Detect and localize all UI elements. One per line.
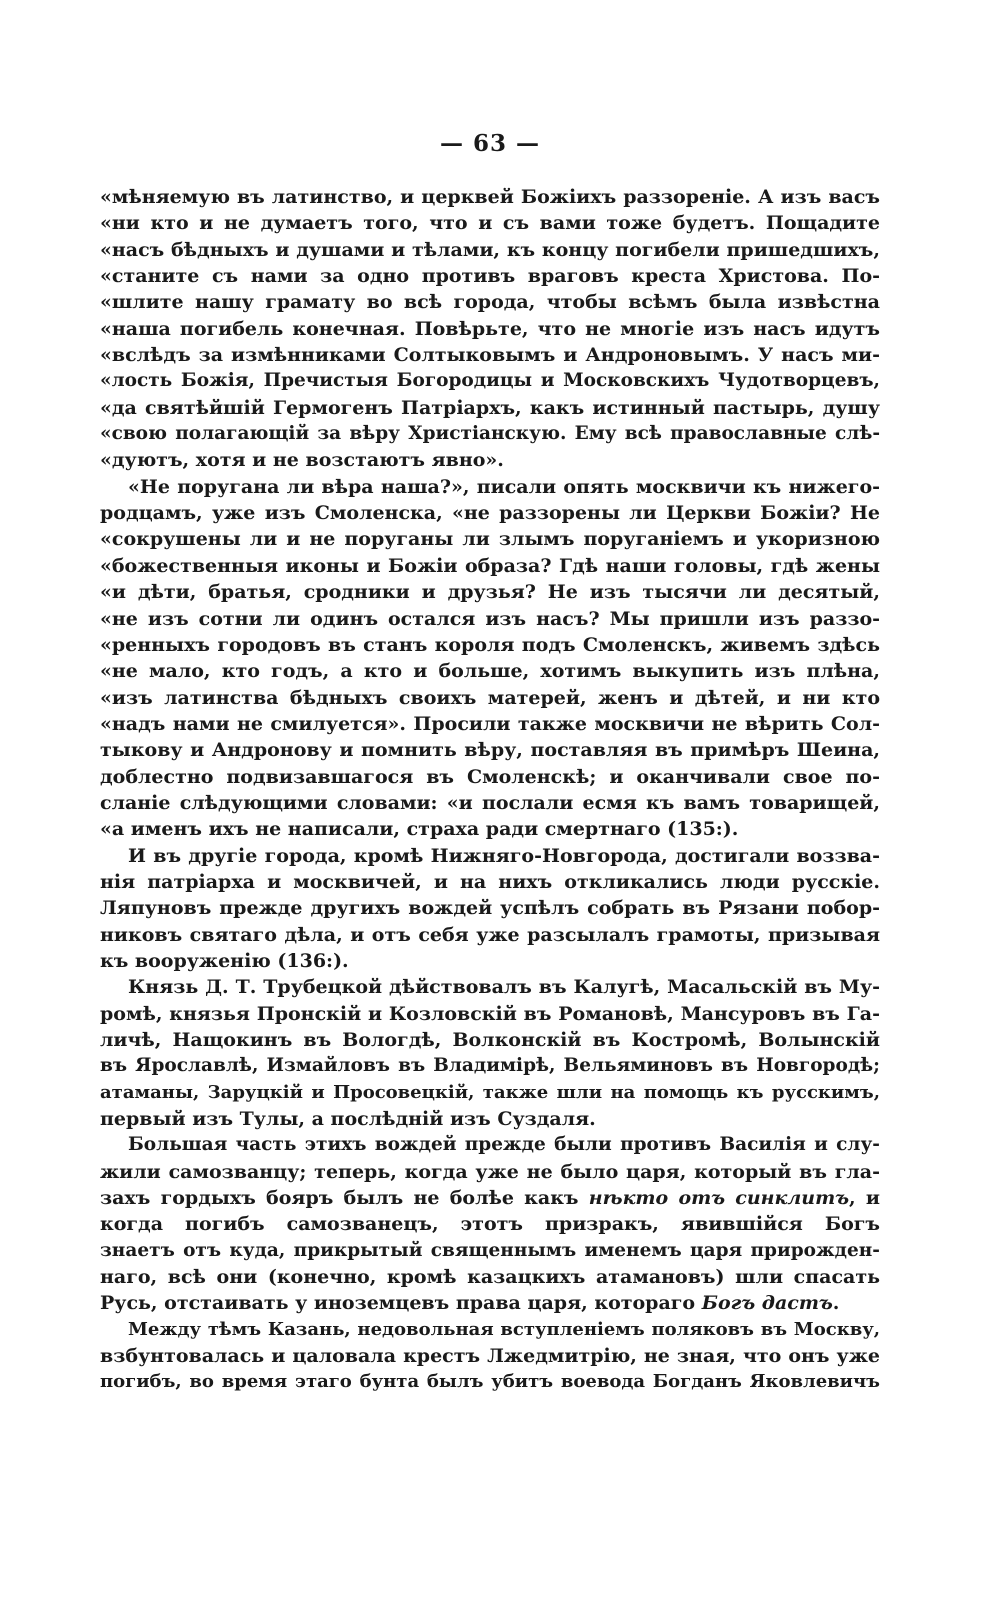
text-line: наго, всѣ они (конечно, кромѣ казацкихъ атамановъ) шли спасать [100, 1266, 880, 1289]
text-line: взбунтовалась и цаловала крестъ Лжедмитрію, не зная, что онъ уже [100, 1345, 880, 1368]
body-text [100, 184, 880, 1396]
text-line: «надъ нами не смилуется». Просили также москвичи не вѣрить Сол- [100, 712, 880, 735]
text-line: «насъ бѣдныхъ и душами и тѣлами, къ концу погибели пришедшихъ, [100, 238, 880, 261]
text-line: ромѣ, князья Пронскій и Козловскій въ Романовѣ, Мансуровъ въ Га- [100, 1002, 880, 1025]
text-line: «вслѣдъ за измѣнниками Солтыковымъ и Андроновымъ. У насъ ми- [100, 344, 880, 367]
text-line: доблестно подвизавшагося въ Смоленскѣ; и оканчивали свое по- [100, 765, 880, 788]
text-line: Ляпуновъ прежде другихъ вождей успѣлъ собрать въ Рязани побор- [100, 897, 880, 920]
text-line: «не изъ сотни ли одинъ остался изъ насъ? Мы пришли изъ раззо- [100, 607, 880, 630]
text-line: сланіе слѣдующими словами: «и послали есмя къ вамъ товарищей, [100, 791, 880, 814]
text-line: «Не поругана ли вѣра наша?», писали опять москвичи къ нижего- [128, 475, 880, 498]
text-line: «божественныя иконы и Божіи образа? Гдѣ наши головы, гдѣ жены [100, 554, 880, 577]
text-line: Князь Д. Т. Трубецкой дѣйствовалъ въ Калугѣ, Масальскій въ Му- [128, 976, 880, 999]
text-line: знаетъ отъ куда, прикрытый священнымъ именемъ царя прирожден- [100, 1239, 880, 1261]
page-number: — 63 — [439, 130, 541, 157]
text-line: «изъ латинства бѣдныхъ своихъ матерей, женъ и дѣтей, и ни кто [100, 686, 880, 709]
text-line: атаманы, Заруцкій и Просовецкій, также шли на помощь къ русскимъ, [100, 1081, 880, 1103]
text-line: «да святѣйшій Гермогенъ Патріархъ, какъ истинный пастырь, душу [100, 396, 880, 419]
text-segment: захъ гордыхъ бояръ былъ не болѣе какъ [100, 1187, 589, 1210]
text-line: Между тѣмъ Казань, недовольная вступленіемъ поляковъ въ Москву, [128, 1318, 880, 1340]
text-line: въ Ярославлѣ, Измайловъ въ Владимірѣ, Вельяминовъ въ Новгородѣ; [100, 1055, 880, 1077]
italic-phrase: Богъ дастъ [701, 1292, 833, 1315]
text-line: «сокрушены ли и не поруганы ли злымъ поруганіемъ и укоризною [100, 528, 880, 551]
text-line: «шлите нашу грамату во всѣ города, чтобы всѣмъ была извѣстна [100, 291, 880, 314]
text-line: родцамъ, уже изъ Смоленска, «не раззорены ли Церкви Божіи? Не [100, 502, 880, 525]
italic-phrase: нѣкто отъ синклитъ [588, 1187, 850, 1210]
book-page [100, 0, 880, 1613]
text-line: погибъ, во время этаго бунта былъ убитъ воевода Богданъ Яковлевичъ [100, 1371, 880, 1393]
text-line: «свою полагающій за вѣру Христіанскую. Ему всѣ православные слѣ- [100, 423, 880, 445]
text-line: первый изъ Тулы, а послѣдній изъ Суздаля. [100, 1108, 596, 1131]
text-line: «ни кто и не думаетъ того, что и съ вами тоже будетъ. Пощадите [100, 212, 880, 235]
text-line: нія патріарха и москвичей, и на нихъ откликались люди русскіе. [100, 870, 880, 893]
text-line: «ренныхъ городовъ въ станъ короля подъ Смоленскъ, живемъ здѣсь [100, 633, 880, 656]
text-line: И въ другіе города, кромѣ Нижняго-Новгорода, достигали воззва- [128, 844, 880, 867]
text-line: когда погибъ самозванецъ, этотъ призракъ, явившійся Богъ [100, 1213, 880, 1236]
text-line: «а именъ ихъ не написали, страха ради смертнаго (135:). [100, 818, 739, 841]
text-line [100, 1185, 880, 1211]
text-line: тыкову и Андронову и помнить вѣру, поставляя въ примѣръ Шеина, [100, 739, 880, 762]
text-line [100, 1290, 880, 1316]
text-segment: . [832, 1292, 840, 1315]
text-line: никовъ святаго дѣла, и отъ себя уже разсылалъ грамоты, призывая [100, 923, 880, 946]
text-line: жили самозванцу; теперь, когда уже не было царя, который въ гла- [100, 1160, 880, 1183]
text-line: «не мало, кто годъ, а кто и больше, хотимъ выкупить изъ плѣна, [100, 660, 880, 683]
text-line: «станите съ нами за одно противъ враговъ креста Христова. По- [100, 265, 880, 288]
text-line: личѣ, Нащокинъ въ Вологдѣ, Волконскій въ Костромѣ, Волынскій [100, 1029, 880, 1051]
text-segment: Русь, отстаивать у иноземцевъ права царя, котораго [100, 1292, 702, 1315]
text-line: къ вооруженію (136:). [100, 949, 349, 972]
text-line: «мѣняемую въ латинство, и церквей Божіихъ раззореніе. А изъ васъ [100, 186, 880, 208]
text-line: Большая часть этихъ вождей прежде были противъ Василія и слу- [128, 1134, 880, 1156]
text-line: «дуютъ, хотя и не возстаютъ явно». [100, 449, 504, 472]
text-segment: , и [849, 1187, 880, 1210]
text-line: «и дѣти, братья, сродники и друзья? Не изъ тысячи ли десятый, [100, 581, 880, 604]
text-line: «наша погибель конечная. Повѣрьте, что не многіе изъ насъ идутъ [100, 317, 880, 340]
text-line: «лость Божія, Пречистыя Богородицы и Московскихъ Чудотворцевъ, [100, 370, 880, 392]
